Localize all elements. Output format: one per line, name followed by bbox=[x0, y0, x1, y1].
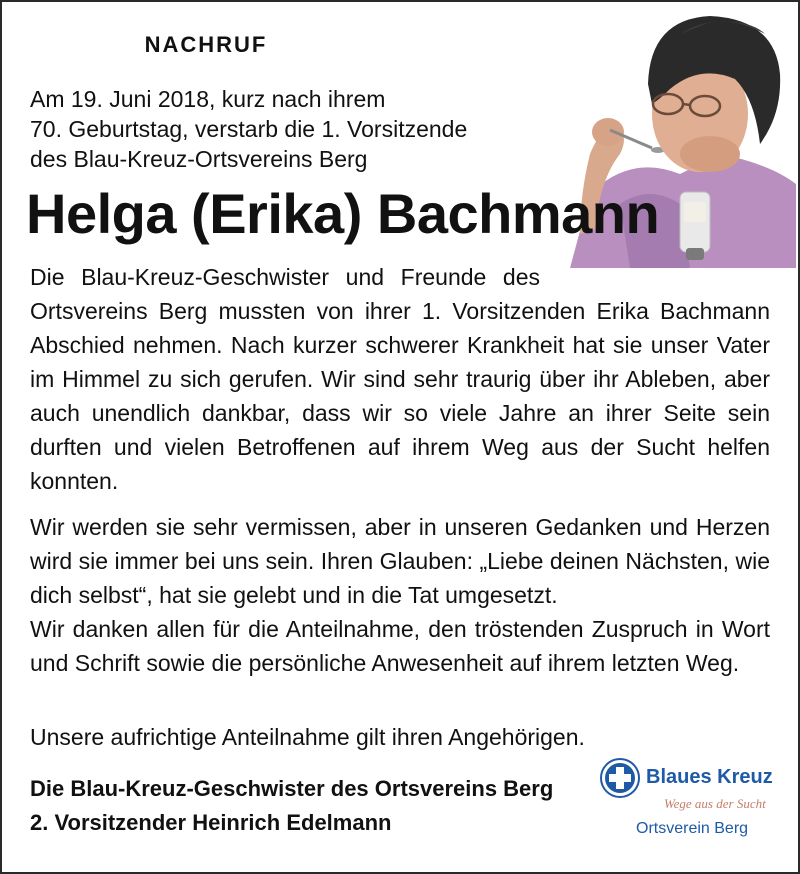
paragraph-1-rest: Ortsvereins Berg mussten von ihrer 1. Vorsitzenden Erika Bachmann Abschied nehmen. Nach kurzer schwerer Krankheit hat sie unser Vater im Himmel zu sich gerufen. Wir sind sehr traurig über ihr Ableben, aber auch unendlich dankbar, dass wir so viele Jahre an ihrer Seite sein durften und vielen Betroffenen auf ihrem Weg aus der Sucht helfen konnten. bbox=[30, 298, 770, 494]
paragraph-1-first-line: Die Blau-Kreuz-Geschwister und Freunde des bbox=[30, 264, 540, 290]
logo-subtitle: Ortsverein Berg bbox=[636, 820, 749, 837]
paragraph-3: Wir danken allen für die Anteilnahme, den tröstenden Zuspruch in Wort und Schrift sowie die persönliche Anwesenheit auf ihrem letzten Weg. bbox=[30, 616, 770, 676]
logo-brand: Blaues Kreuz bbox=[646, 766, 773, 788]
intro-line: 70. Geburtstag, verstarb die 1. Vorsitzende bbox=[30, 116, 468, 142]
blaues-kreuz-logo bbox=[600, 758, 780, 848]
signature-line-1: Die Blau-Kreuz-Geschwister des Ortsvereins Berg bbox=[30, 776, 554, 801]
intro-text bbox=[30, 84, 550, 174]
notice-heading: NACHRUF bbox=[144, 32, 268, 57]
intro-line: des Blau-Kreuz-Ortsvereins Berg bbox=[30, 146, 368, 172]
intro-line: Am 19. Juni 2018, kurz nach ihrem bbox=[30, 86, 386, 112]
paragraph-4: Unsere aufrichtige Anteilnahme gilt ihren Angehörigen. bbox=[30, 724, 585, 750]
logo-tagline: Wege aus der Sucht bbox=[664, 796, 766, 811]
signature-block bbox=[30, 772, 553, 840]
deceased-name: Helga (Erika) Bachmann bbox=[26, 182, 660, 245]
blue-cross-icon bbox=[600, 758, 640, 798]
signature-line-2: 2. Vorsitzender Heinrich Edelmann bbox=[30, 810, 392, 835]
paragraph-2: Wir werden sie sehr vermissen, aber in unseren Gedanken und Herzen wird sie immer bei uns sein. Ihren Glauben: „Liebe deinen Nächsten, wie dich selbst“, hat sie gelebt und in die Tat umgesetzt. bbox=[30, 514, 770, 608]
paragraph-1 bbox=[30, 260, 770, 498]
